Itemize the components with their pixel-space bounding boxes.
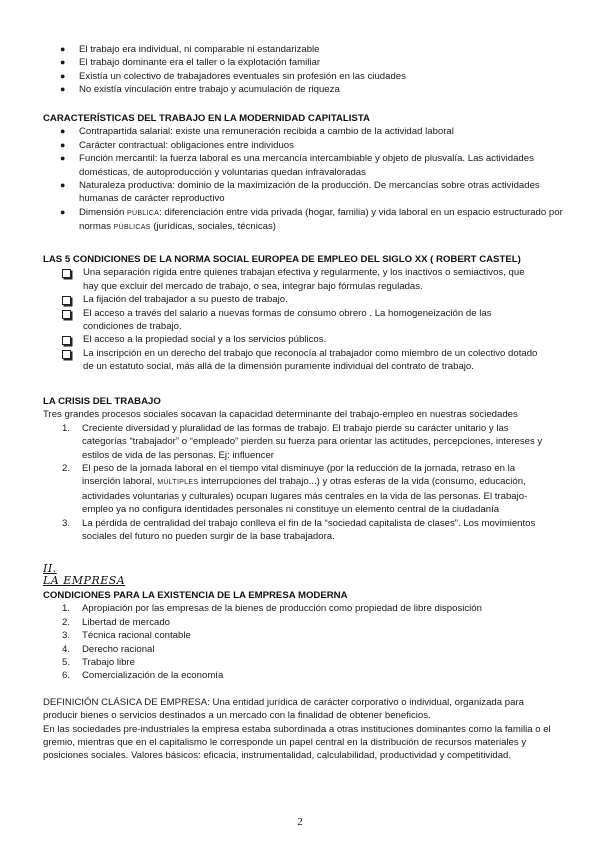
section-crisis — [0, 395, 600, 543]
intro-bullet-list — [0, 43, 600, 97]
list-item: ● El trabajo era individual, ni comparable ni estandarizable — [60, 44, 320, 55]
section-intro: Tres grandes procesos sociales socavan la capacidad determinante del trabajo-empleo en nuestras sociedades — [43, 409, 518, 421]
section-empresa — [0, 563, 600, 763]
list-item: ● Contrapartida salarial: existe una remuneración recibida a cambio de la actividad laboral — [60, 126, 454, 138]
list-item: ● El trabajo dominante era el taller o la explotación familiar — [60, 57, 321, 69]
characteristics-list — [0, 125, 600, 234]
bullet-icon: ● — [60, 126, 66, 137]
bullet-icon: ● — [60, 44, 66, 54]
empresa-conditions-list — [0, 602, 600, 682]
checkbox-icon — [62, 296, 71, 305]
list-item: ● Existía un colectivo de trabajadores eventuales sin profesión en las ciudades — [60, 70, 406, 82]
list-item: 1. Apropiación por las empresas de la bienes de producción como propiedad de libre disposición — [62, 603, 482, 615]
part-roman-numeral: II. — [43, 562, 57, 575]
page-number: 2 — [297, 816, 303, 828]
checkbox-icon — [62, 269, 71, 278]
bullet-icon: ● — [60, 70, 66, 81]
section-characteristics — [0, 112, 600, 235]
bullet-icon: ● — [60, 84, 66, 95]
bullet-icon: ● — [60, 153, 66, 164]
section-heading: CONDICIONES PARA LA EXISTENCIA DE LA EMPRESA MODERNA — [43, 590, 348, 601]
checkbox-icon — [62, 310, 71, 319]
section-heading: LAS 5 CONDICIONES DE LA NORMA SOCIAL EUROPEA DE EMPLEO DEL SIGLO XX ( ROBERT CASTEL) — [43, 254, 521, 265]
list-item: 3. La pérdida de centralidad del trabajo conlleva el fin de la “sociedad capitalista de clases”. Los movimientos sociales del futuro no pueden surgir de la base trabajadora. — [62, 517, 536, 543]
section-heading: LA CRISIS DEL TRABAJO — [43, 396, 161, 407]
list-item: ● No existía vinculación entre trabajo y acumulación de riqueza — [60, 84, 340, 96]
list-item: 3. Técnica racional contable — [62, 630, 191, 642]
list-item: Una separación rígida entre quienes trabajan efectiva y regularmente, y los inactivos o semiactivos, que hay que excluir del mercado de trabajo, o sea, integrar bajo fórmulas reguladas. — [62, 266, 542, 293]
list-item: ● Función mercantil: la fuerza laboral es una mercancía intercambiable y objeto de plusvalía. Las actividades domésticas, de autoproducción y voluntarias quedan infravaloradas — [60, 153, 534, 178]
bullet-icon: ● — [60, 57, 66, 68]
closing-paragraph: En las sociedades pre-industriales la empresa estaba subordinada a otras instituciones dominantes como la familia o el gremio, mientras que en el capitalismo le corresponde un papel central en la distribución de recursos materiales y posiciones sociales. Valores básicos: eficacia, instrumentalidad, calculabilidad, productividad y competitividad. — [43, 723, 551, 762]
checkbox-icon — [62, 336, 71, 345]
section-castel — [0, 253, 600, 374]
list-item: 5. Trabajo libre — [62, 657, 135, 669]
list-item: 2. El peso de la jornada laboral en el tiempo vital disminuye (por la reducción de la jornada, retraso en la inserción laboral, MÚLTIPLES interrupciones del trabajo...) y otras esferas de la vida (consumo, educación, actividades voluntarias y culturales) ocupan lugares más centrales en la vida de las personas. El trabajo-empleo ya no configura identidades personales ni constituye un elemento central de la ciudadanía — [62, 463, 528, 516]
list-item: ● Dimensión PÚBLICA: diferenciación entre vida privada (hogar, familia) y vida laboral en un espacio estructurado por normas PÚBLICAS (jurídicas, sociales, técnicas) — [60, 206, 563, 233]
checkbox-icon — [62, 350, 71, 359]
definition-paragraph: DEFINICIÓN CLÁSICA DE EMPRESA: Una entidad jurídica de carácter corporativo o individual, organizada para producir bienes o servicios destinados a un mercado con la finalidad de obtener beneficios. — [43, 696, 524, 722]
crisis-list — [0, 422, 600, 544]
list-item: 2. Libertad de mercado — [62, 616, 170, 628]
list-item: 1. Creciente diversidad y pluralidad de las formas de trabajo. El trabajo pierde su carácter unitario y las categorías “trabajador” o “empleado” pierden su fuerza para orientar las actitudes, percepciones, intereses y estilos de vida de las personas. Ej: influencer — [62, 422, 543, 461]
list-item: El acceso a través del salario a nuevas formas de consumo obrero . La homogeneización de las condiciones de trabajo. — [62, 307, 542, 334]
bullet-icon: ● — [60, 206, 66, 217]
list-item: ● Carácter contractual: obligaciones entre individuos — [60, 139, 294, 151]
list-item: ● Naturaleza productiva: dominio de la maximización de la producción. De mercancías sobre otras actividades humanas de carácter reproductivo — [60, 180, 540, 205]
list-item: 6. Comercialización de la economía — [62, 670, 224, 682]
part-title: LA EMPRESA — [43, 574, 126, 587]
section-heading: CARACTERÍSTICAS DEL TRABAJO EN LA MODERNIDAD CAPITALISTA — [43, 113, 370, 124]
intro-list-block — [0, 43, 600, 97]
list-item: 4. Derecho racional — [62, 643, 155, 655]
list-item: La fijación del trabajador a su puesto de trabajo. — [62, 293, 542, 306]
bullet-icon: ● — [60, 180, 66, 191]
list-item: El acceso a la propiedad social y a los servicios públicos. — [62, 333, 542, 346]
castel-conditions-list — [0, 266, 600, 373]
bullet-icon: ● — [60, 139, 66, 150]
list-item: La inscripción en un derecho del trabajo que reconocía al trabajador como miembro de un colectivo dotado de un estatuto social, más allá de la dimensión puramente individual del contrato de trabajo. — [62, 347, 542, 374]
